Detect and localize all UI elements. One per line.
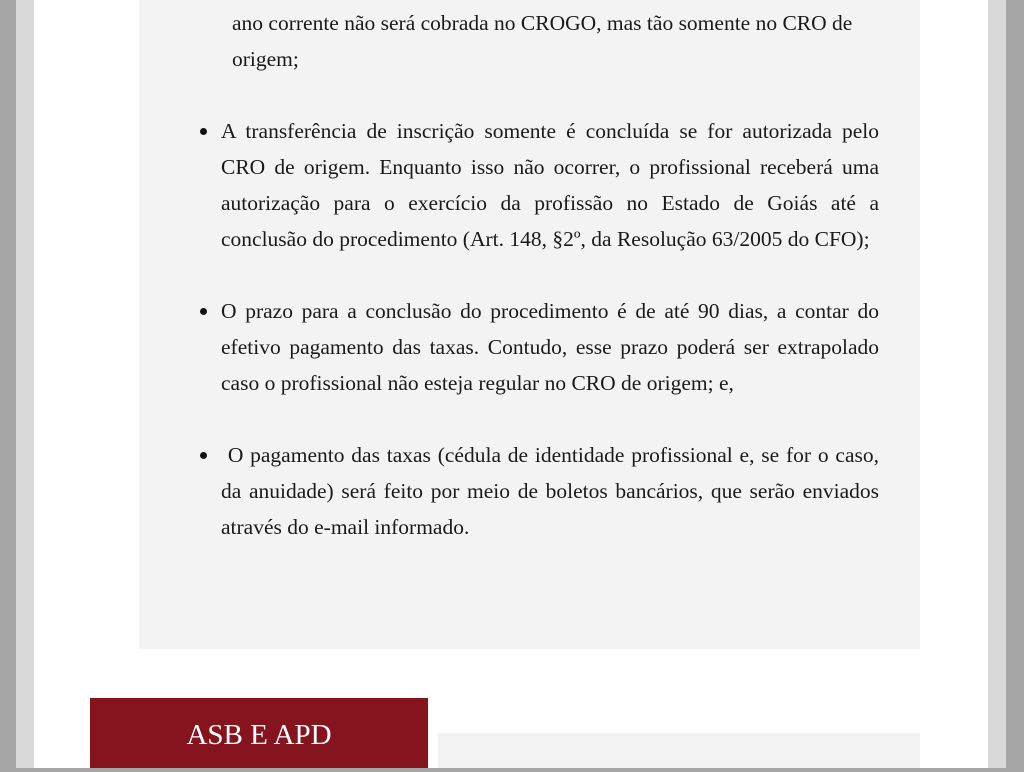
- list-item-text: A transferência de inscrição somente é concluída se for autorizada pelo CRO de origem. Enquanto isso não ocorrer, o profissional receberá uma autorização para o exercício da profissão no Estado de Goiás até a conclusão do procedimento (Art. 148, §2º, da Resolução 63/2005 do CFO);: [221, 119, 879, 251]
- list-item: [221, 293, 879, 401]
- info-bullet-list: [221, 113, 885, 581]
- list-item: [221, 437, 885, 545]
- bullet-icon: [200, 452, 207, 459]
- tab-asb-apd[interactable]: ASB E APD: [90, 698, 428, 768]
- list-item-text: O prazo para a conclusão do procedimento é de até 90 dias, a contar do efetivo pagamento das taxas. Contudo, esse prazo poderá ser extrapolado caso o profissional não esteja regular no CRO de origem; e,: [221, 299, 879, 395]
- list-item-text: O pagamento das taxas (cédula de identidade profissional e, se for o caso, da anuidade) será feito por meio de boletos bancários, que serão enviados através do e-mail informado.: [221, 443, 885, 539]
- list-item: [221, 113, 879, 257]
- bullet-icon: [200, 308, 207, 315]
- bullet-icon: [200, 128, 207, 135]
- continued-paragraph: ano corrente não será cobrada no CROGO, mas tão somente no CRO de origem;: [232, 11, 853, 71]
- tab-content-panel: [438, 733, 920, 768]
